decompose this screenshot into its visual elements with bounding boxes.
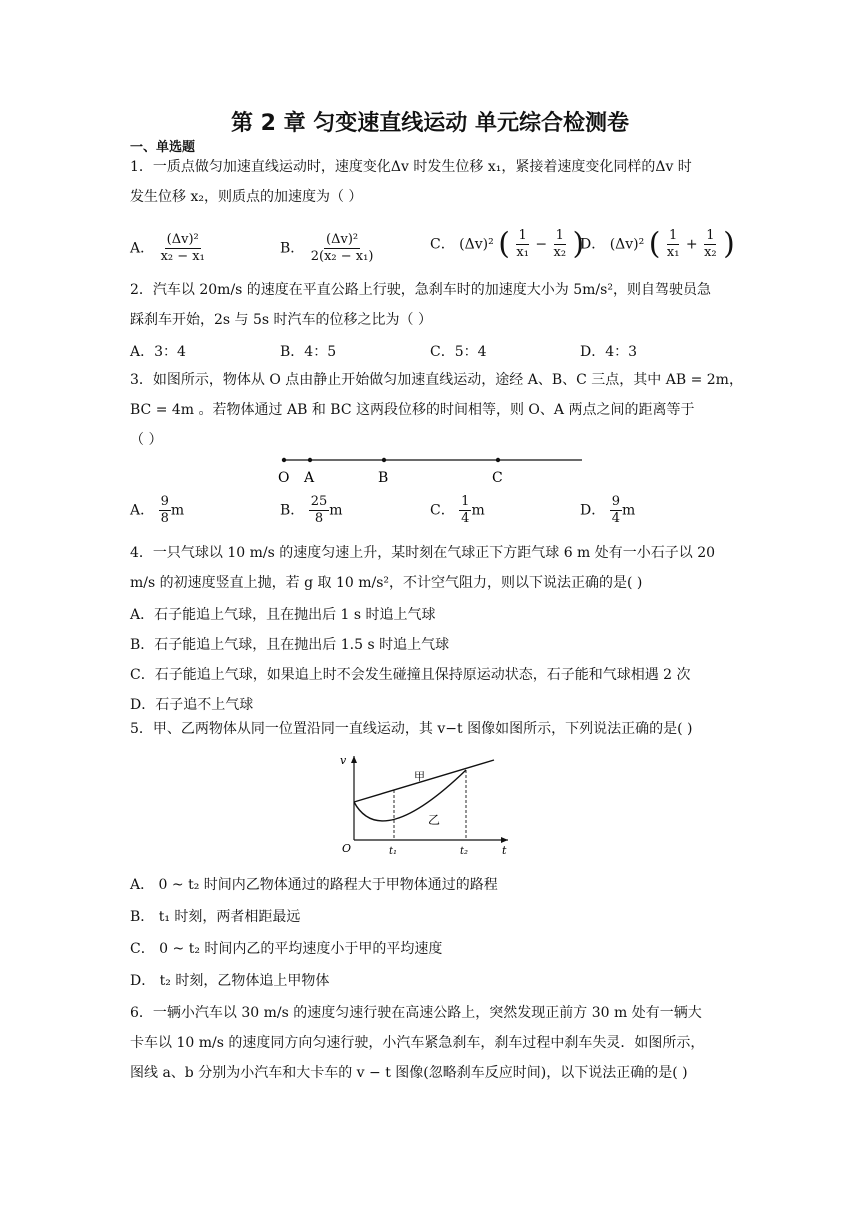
point-a-label: A — [304, 470, 315, 486]
q2-option-d[interactable]: D．4：3 — [580, 344, 638, 360]
q6-line2: 卡车以 10 m/s 的速度同方向匀速行驶，小汽车紧急刹车，刹车过程中刹车失灵．如图所示， — [130, 1035, 705, 1051]
q3-option-c-numerator: 1 — [461, 494, 470, 509]
q1-option-d-prefix: (Δv)² — [609, 236, 645, 253]
q1-option-c[interactable] — [430, 228, 584, 261]
q3-option-d-fraction — [610, 494, 622, 527]
q4-option-a[interactable]: A．石子能追上气球，且在抛出后 1 s 时追上气球 — [130, 607, 436, 623]
q3-option-c-label: C． — [430, 502, 455, 519]
q1-option-b-label: B． — [280, 240, 305, 257]
q3-line-diagram — [270, 448, 590, 492]
q1-option-c-f2-denominator: x₂ — [553, 245, 567, 260]
q3-line1: 3．如图所示，物体从 O 点由静止开始做匀加速直线运动，途经 A、B、C 三点，其中 AB = 2m， — [130, 372, 743, 388]
q5-option-d[interactable]: D． t₂ 时刻，乙物体追上甲物体 — [130, 973, 330, 989]
q6-line1: 6．一辆小汽车以 30 m/s 的速度匀速行驶在高速公路上，突然发现正前方 30 m 处有一辆大 — [130, 1005, 702, 1021]
q3-option-d-label: D． — [580, 502, 606, 519]
point-b-dot — [382, 458, 386, 462]
point-o-label: O — [278, 470, 290, 486]
q1-option-b-numerator: (Δv)² — [326, 232, 359, 247]
q1-option-d-f2-numerator: 1 — [706, 228, 715, 243]
q1-option-d-f1-numerator: 1 — [669, 228, 678, 243]
q3-option-a[interactable] — [130, 494, 184, 527]
q1-option-d[interactable] — [580, 228, 735, 261]
q1-option-c-label: C． — [430, 236, 455, 253]
v-axis-arrow-icon — [351, 756, 357, 763]
q1-option-b-fraction — [309, 232, 376, 265]
q4-line2: m/s 的初速度竖直上抛，若 g 取 10 m/s²，不计空气阻力，则以下说法正确的是( ) — [130, 575, 643, 591]
q1-option-a-label: A． — [130, 240, 155, 257]
q3-option-a-denominator: 8 — [160, 511, 169, 526]
q2-option-c[interactable]: C．5：4 — [430, 344, 487, 360]
q3-option-d-numerator: 9 — [611, 494, 620, 509]
jia-label: 甲 — [414, 770, 425, 783]
q5-option-a[interactable]: A． 0 ~ t₂ 时间内乙物体通过的路程大于甲物体通过的路程 — [130, 877, 498, 893]
q5-option-b[interactable]: B． t₁ 时刻，两者相距最远 — [130, 909, 301, 925]
t-axis-label: t — [502, 844, 507, 857]
origin-label: O — [342, 842, 352, 855]
q1-option-c-fraction-1 — [514, 228, 531, 261]
q1-option-a-fraction — [159, 232, 207, 265]
q1-option-c-prefix: (Δv)² — [459, 236, 494, 253]
q3-option-a-numerator: 9 — [160, 494, 169, 509]
point-c-dot — [496, 458, 500, 462]
q1-option-b[interactable] — [280, 232, 375, 265]
section-heading: 一、单选题 — [130, 140, 196, 155]
yi-label: 乙 — [428, 813, 441, 827]
q3-option-d[interactable] — [580, 494, 635, 527]
q3-option-a-fraction — [159, 494, 171, 527]
q1-option-d-label: D． — [580, 236, 606, 253]
t2-label: t₂ — [460, 846, 469, 857]
right-paren-icon: ) — [723, 226, 735, 262]
q2-option-a[interactable]: A．3：4 — [130, 344, 186, 360]
q2-option-b[interactable]: B．4：5 — [280, 344, 337, 360]
t1-label: t₁ — [389, 846, 398, 857]
left-paren-icon: ( — [648, 226, 661, 262]
q1-option-b-denominator: 2(x₂ − x₁) — [310, 249, 374, 264]
page-title: 第 2 章 匀变速直线运动 单元综合检测卷 — [231, 111, 629, 136]
q3-option-b-numerator: 25 — [310, 494, 328, 509]
q1-line2: 发生位移 x₂，则质点的加速度为（ ） — [130, 189, 363, 205]
q3-option-c-denominator: 4 — [461, 511, 470, 526]
q1-option-d-fraction-1 — [665, 228, 682, 261]
q3-option-a-label: A． — [130, 502, 155, 519]
right-paren-icon: ) — [572, 226, 585, 262]
q1-option-c-f2-numerator: 1 — [555, 228, 564, 243]
q1-option-d-operator: + — [685, 236, 698, 253]
q2-line2: 踩刹车开始，2s 与 5s 时汽车的位移之比为（ ） — [130, 312, 432, 328]
q1-option-a[interactable] — [130, 232, 207, 265]
q1-option-d-f2-denominator: x₂ — [704, 245, 717, 260]
left-paren-icon: ( — [498, 226, 510, 262]
q6-line3: 图线 a、b 分别为小汽车和大卡车的 v − t 图像(忽略刹车反应时间)，以下说法正确的是( ) — [130, 1065, 688, 1081]
q4-line1: 4．一只气球以 10 m/s 的速度匀速上升，某时刻在气球正下方距气球 6 m 处有一小石子以 20 — [130, 545, 716, 561]
q1-line1: 1．一质点做匀加速直线运动时，速度变化Δv 时发生位移 x₁，紧接着速度变化同样的Δv 时 — [130, 159, 692, 175]
q3-option-c-fraction — [459, 494, 471, 527]
q3-option-d-denominator: 4 — [611, 511, 620, 526]
q1-option-c-fraction-2 — [552, 228, 569, 261]
q1-option-a-denominator: x₂ − x₁ — [160, 249, 205, 264]
q1-option-c-f1-numerator: 1 — [518, 228, 527, 243]
q1-option-c-f1-denominator: x₁ — [516, 245, 529, 260]
yi-curve — [354, 770, 466, 821]
q3-option-b-fraction — [309, 494, 330, 527]
q3-option-d-unit: m — [621, 502, 636, 519]
q3-option-b-denominator: 8 — [314, 511, 324, 526]
t-axis-arrow-icon — [501, 837, 508, 843]
q3-option-b[interactable] — [280, 494, 343, 527]
point-c-label: C — [492, 470, 503, 486]
q1-option-a-numerator: (Δv)² — [166, 232, 199, 247]
q3-option-c[interactable] — [430, 494, 485, 527]
q3-option-b-label: B． — [280, 502, 305, 519]
q5-option-c[interactable]: C． 0 ~ t₂ 时间内乙的平均速度小于甲的平均速度 — [130, 941, 443, 957]
q2-line1: 2．汽车以 20m/s 的速度在平直公路上行驶，急刹车时的加速度大小为 5m/s²，则自驾驶员急 — [130, 282, 711, 298]
point-a-dot — [308, 458, 312, 462]
q4-option-b[interactable]: B．石子能追上气球，且在抛出后 1.5 s 时追上气球 — [130, 637, 450, 653]
q5-line1: 5．甲、乙两物体从同一位置沿同一直线运动，其 v−t 图像如图所示，下列说法正确的是( ) — [130, 721, 693, 737]
point-o-dot — [282, 458, 286, 462]
q3-option-a-unit: m — [170, 502, 185, 519]
point-b-label: B — [378, 470, 389, 486]
q3-option-b-unit: m — [329, 502, 343, 519]
q3-line3: （ ） — [130, 432, 163, 448]
q3-option-c-unit: m — [471, 502, 485, 519]
q1-option-c-operator: − — [535, 236, 548, 253]
v-axis-label: v — [340, 754, 347, 767]
q3-line2: BC = 4m 。若物体通过 AB 和 BC 这两段位移的时间相等，则 O、A 两点之间的距离等于 — [130, 402, 695, 418]
q4-option-c[interactable]: C．石子能追上气球，如果追上时不会发生碰撞且保持原运动状态，石子能和气球相遇 2 次 — [130, 667, 691, 683]
q4-option-d[interactable]: D．石子追不上气球 — [130, 697, 254, 713]
q1-option-d-f1-denominator: x₁ — [666, 245, 680, 260]
q5-vt-graph — [336, 752, 516, 860]
q1-option-d-fraction-2 — [702, 228, 719, 261]
